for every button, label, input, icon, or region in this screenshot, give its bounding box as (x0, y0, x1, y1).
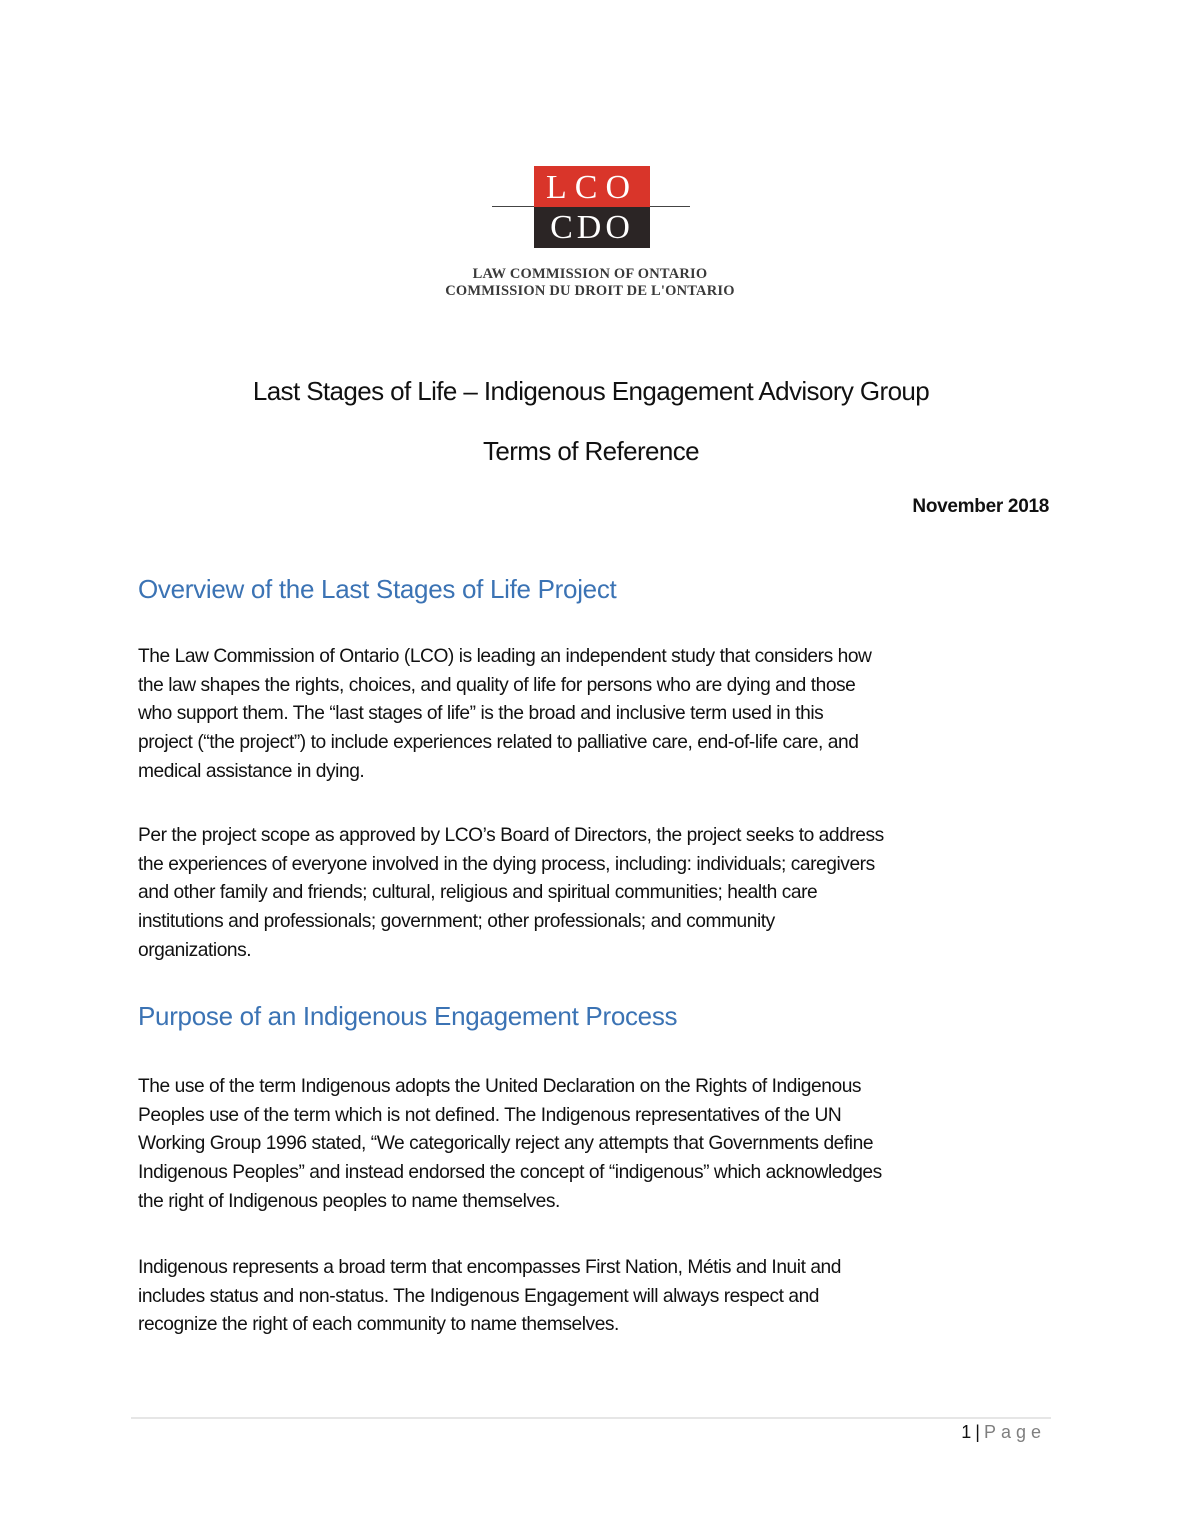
text-line: includes status and non-status. The Indigenous Engagement will always respect and (138, 1285, 820, 1307)
page-footer (961, 1422, 1046, 1443)
page-label: Page (983, 1422, 1046, 1442)
footer-divider (131, 1417, 1051, 1419)
org-name-english: LAW COMMISSION OF ONTARIO (472, 266, 708, 282)
page-number: 1 (961, 1422, 972, 1442)
text-line: and other family and friends; cultural, religious and spiritual communities; health care (138, 882, 818, 904)
document-date: November 2018 (912, 496, 1049, 517)
text-line: Per the project scope as approved by LCO’s Board of Directors, the project seeks to address (138, 825, 884, 846)
lco-logo (492, 166, 690, 248)
org-name-french: COMMISSION DU DROIT DE L'ONTARIO (445, 283, 735, 299)
document-subtitle: Terms of Reference (482, 436, 700, 466)
text-line: The Law Commission of Ontario (LCO) is leading an independent study that considers how (138, 646, 872, 667)
text-line: the experiences of everyone involved in the dying process, including: individuals; caregivers (138, 853, 875, 875)
text-line: recognize the right of each community to name themselves. (138, 1314, 619, 1336)
document-title: Last Stages of Life – Indigenous Engagement Advisory Group (252, 376, 930, 406)
paragraph-purpose-1 (138, 1073, 1018, 1217)
text-line: who support them. The “last stages of life” is the broad and inclusive term used in this (138, 703, 824, 725)
section-heading-overview: Overview of the Last Stages of Life Project (138, 574, 617, 604)
paragraph-overview-2 (138, 822, 1018, 966)
text-line: medical assistance in dying. (138, 760, 365, 782)
text-line: Peoples use of the term which is not defined. The Indigenous representatives of the UN (138, 1104, 842, 1126)
text-line: project (“the project”) to include experiences related to palliative care, end-of-life care, and (138, 732, 859, 754)
text-line: Indigenous represents a broad term that encompasses First Nation, Métis and Inuit and (138, 1257, 841, 1278)
text-line: Indigenous Peoples” and instead endorsed the concept of “indigenous” which acknowledges (138, 1162, 882, 1184)
text-line: organizations. (138, 939, 252, 961)
paragraph-overview-1 (138, 643, 1018, 787)
text-line: the law shapes the rights, choices, and quality of life for persons who are dying and those (138, 674, 856, 696)
paragraph-purpose-2 (138, 1254, 1018, 1340)
text-line: institutions and professionals; government; other professionals; and community (138, 911, 775, 933)
section-heading-purpose: Purpose of an Indigenous Engagement Process (138, 1001, 678, 1031)
logo-top-box: LCO (534, 166, 650, 207)
footer-separator: | (975, 1422, 980, 1442)
logo-bottom-box: CDO (534, 207, 650, 248)
organization-names (380, 266, 800, 300)
text-line: the right of Indigenous peoples to name themselves. (138, 1190, 560, 1212)
text-line: The use of the term Indigenous adopts the United Declaration on the Rights of Indigenous (138, 1076, 862, 1097)
text-line: Working Group 1996 stated, “We categorically reject any attempts that Governments define (138, 1133, 874, 1155)
